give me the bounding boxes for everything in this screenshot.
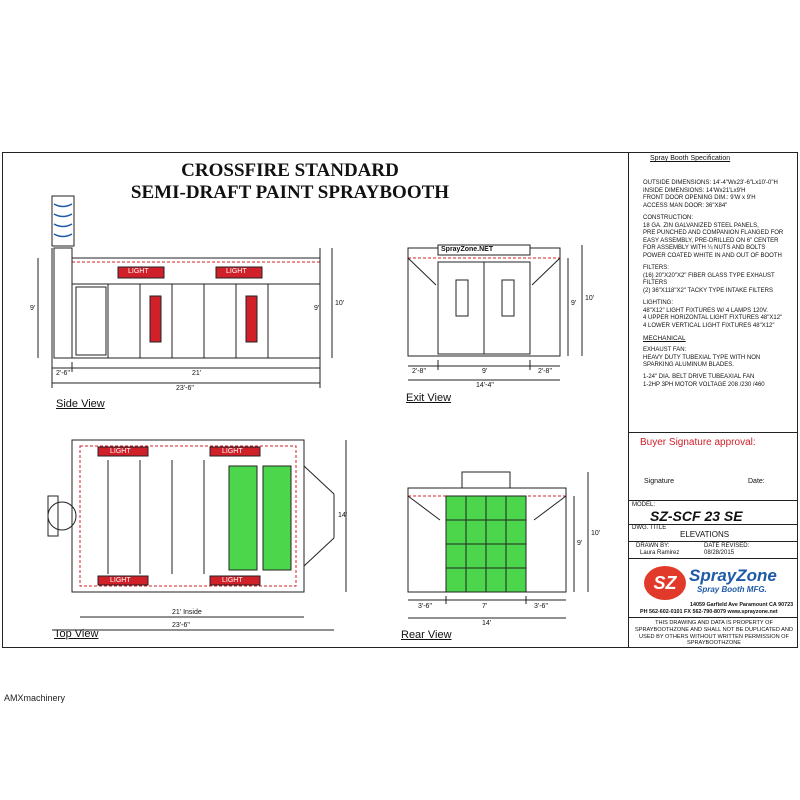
model-label: MODEL:: [632, 502, 656, 508]
dim-rear-height-total: 10': [591, 530, 601, 537]
spec-line: 48"X12" LIGHT FIXTURES W/ 4 LAMPS 120V.: [643, 307, 768, 314]
spec-line: LIGHTING:: [643, 299, 674, 306]
company-address: 14059 Garfield Ave Paramount CA 90723: [690, 602, 794, 608]
rear-view-label: Rear View: [401, 629, 452, 641]
divider-model: [628, 500, 798, 501]
dim-top-inside: 21' Inside: [172, 609, 202, 616]
spec-line: MECHANICAL: [643, 334, 686, 342]
spec-line: FOR ASSEMBLY WITH ¼ NUTS AND BOLTS: [643, 245, 766, 252]
spec-heading: Spray Booth Specification: [650, 155, 731, 162]
top-view-label: Top View: [54, 628, 99, 640]
side-booth-body: [72, 258, 320, 358]
divider-drawn: [628, 541, 798, 542]
spec-line: (2) 36"X118"X2" TACKY TYPE INTAKE FILTERS: [643, 287, 773, 294]
side-view-label: Side View: [56, 398, 105, 410]
drawn-by: Laura Ramirez: [640, 550, 680, 556]
dim-top-width: 14': [338, 512, 348, 519]
dwg-title: ELEVATIONS: [680, 530, 730, 539]
spec-line: FILTERS: [643, 280, 668, 287]
dim-exit-mid: 9': [482, 368, 488, 375]
side-light-label-1: LIGHT: [128, 268, 149, 275]
drawing-title-line1: CROSSFIRE STANDARD: [181, 160, 399, 181]
top-light-label-4: LIGHT: [222, 577, 243, 584]
disclaimer-text: THIS DRAWING AND DATA IS PROPERTY OF SPRAYBOOTHZONE AND SHALL NOT BE DUPLICATED AND USED BY OTHERS WITHOUT WRITTEN PERMISSION OF SPRAYBOOTHZONE: [634, 620, 793, 647]
dim-rear-height: 9': [577, 540, 583, 547]
dim-rear-total: 14': [482, 620, 492, 627]
top-filter-1: [229, 466, 257, 570]
spec-line: 4 UPPER HORIZONTAL LIGHT FIXTURES 48"X12": [643, 315, 783, 322]
company-logo-icon: SZ: [644, 566, 686, 600]
dim-rear-right: 3'-6": [534, 603, 548, 610]
spec-line: FRONT DOOR OPENING DIM.: 9'W x 9'H: [643, 195, 756, 202]
divider-logo: [628, 558, 798, 559]
dim-rear-left: 3'-6": [418, 603, 432, 610]
spec-line: OUTSIDE DIMENSIONS: 14'-4"Wx23'-6"Lx10'-0"H: [643, 180, 778, 186]
exit-view-label: Exit View: [406, 392, 452, 404]
exit-sprayzone-sign: SprayZone.NET: [441, 246, 494, 253]
side-light-label-2: LIGHT: [226, 268, 247, 275]
dim-side-height-right: 10': [335, 300, 345, 307]
spec-line: (16) 20"X20"X2" FIBER GLASS TYPE EXHAUST: [643, 272, 775, 279]
company-tagline: Spray Booth MFG.: [697, 585, 767, 594]
spec-line: POWER COATED WHITE IN AND OUT OF BOOTH: [643, 252, 782, 259]
dim-exit-left: 2'-8": [412, 368, 426, 375]
side-light-vertical-1: [150, 296, 161, 342]
dwg-title-label: DWG. TITLE: [632, 525, 667, 531]
drawing-title-line2: SEMI-DRAFT PAINT SPRAYBOOTH: [130, 182, 450, 203]
dim-top-total: 23'-6": [172, 622, 190, 629]
date-revised: 08/28/2015: [704, 550, 735, 556]
dim-exit-total: 14'-4": [476, 382, 494, 389]
dim-rear-mid: 7': [482, 603, 488, 610]
dim-side-height-left: 9': [30, 305, 36, 312]
spec-line: HEAVY DUTY TUBEXIAL TYPE WITH NON: [643, 354, 761, 361]
exit-view-drawing: [408, 245, 582, 380]
spec-line: 1-24" DIA. BELT DRIVE TUBEAXIAL FAN: [643, 374, 755, 381]
rear-view-drawing: [408, 472, 588, 618]
spec-line: SPARKING ALUMINUM BLADES.: [643, 362, 734, 369]
top-light-label-2: LIGHT: [222, 448, 243, 455]
top-view-drawing: [48, 440, 346, 630]
drawn-by-label: DRAWN BY:: [636, 543, 670, 549]
spec-line: FILTERS:: [643, 265, 669, 271]
top-filter-2: [263, 466, 291, 570]
side-view-drawing: [38, 196, 332, 388]
spec-line: EXHAUST FAN:: [643, 346, 687, 353]
spec-line: 18 GA. ZIN GALVANIZED STEEL PANELS,: [643, 222, 759, 229]
signature-label: Signature: [644, 478, 674, 485]
spec-line: 1-2HP 3PH MOTOR VOLTAGE 208 /230 /460: [643, 381, 765, 388]
buyer-approval-heading: Buyer Signature approval:: [640, 437, 756, 448]
spec-line: PRE PUNCHED AND COMPANION FLANGED FOR: [643, 230, 784, 237]
spec-line: 4 LOWER VERTICAL LIGHT FIXTURES 48"X12": [643, 322, 775, 329]
spec-line: INSIDE DIMENSIONS: 14'Wx21'Lx9'H: [643, 187, 746, 194]
spec-line: EASY ASSEMBLY, PRE-DRILLED ON 6" CENTER: [643, 237, 779, 244]
top-light-label-3: LIGHT: [110, 577, 131, 584]
dim-side-inner: 21': [192, 370, 202, 377]
divider-approval: [628, 432, 798, 433]
dim-exit-right: 2'-8": [538, 368, 552, 375]
dim-side-total: 23'-6": [176, 385, 194, 392]
side-light-vertical-2: [246, 296, 257, 342]
watermark-text: AMXmachinery: [4, 693, 66, 703]
spec-line: CONSTRUCTION:: [643, 214, 693, 221]
date-revised-label: DATE REVISED:: [704, 543, 750, 549]
top-light-label-1: LIGHT: [110, 448, 131, 455]
divider-disclaimer: [628, 617, 798, 618]
dim-side-height-mid: 9': [314, 305, 320, 312]
spec-line: ACCESS MAN DOOR: 36"X84": [643, 202, 728, 209]
dim-side-left: 2'-6": [56, 370, 70, 377]
side-exhaust-stack: [52, 196, 74, 246]
dim-exit-height: 9': [571, 300, 577, 307]
company-phone: PH 562-602-0101 FX 562-790-8079 www.sprayzone.net: [640, 609, 778, 615]
model-number: SZ-SCF 23 SE: [650, 508, 743, 524]
date-label: Date:: [748, 478, 765, 485]
company-name: SprayZone: [689, 566, 777, 585]
dim-exit-height-total: 10': [585, 295, 595, 302]
